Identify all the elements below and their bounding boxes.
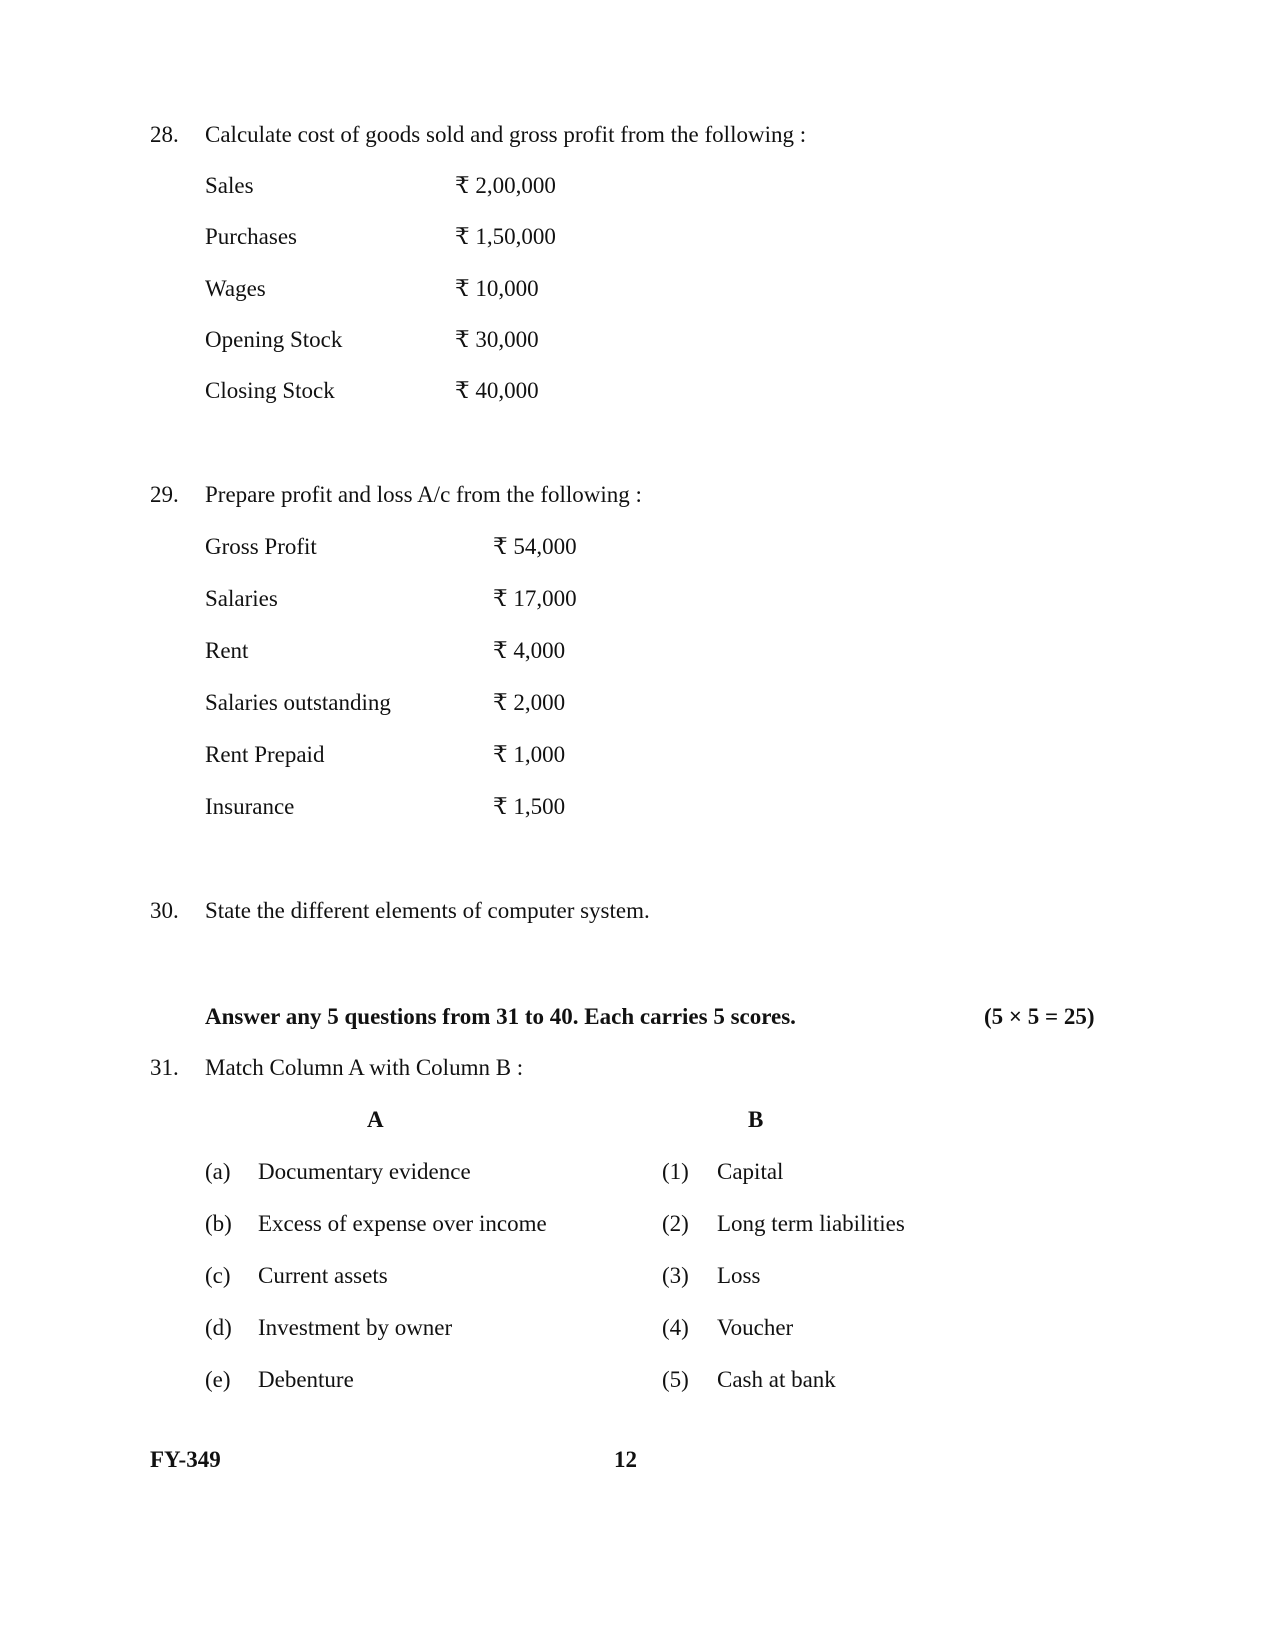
match-a-text: Investment by owner xyxy=(258,1315,453,1340)
q28-label-purchases: Purchases xyxy=(205,224,297,249)
q29-value-salaries-outstanding: ₹ 2,000 xyxy=(493,690,566,715)
q29-value-rent: ₹ 4,000 xyxy=(493,638,566,663)
q28-number: 28. xyxy=(150,122,179,147)
q29-number: 29. xyxy=(150,482,179,507)
match-b-key: (2) xyxy=(662,1211,689,1236)
match-a-key: (e) xyxy=(205,1367,231,1392)
match-a-text: Excess of expense over income xyxy=(258,1211,547,1236)
match-a-key: (d) xyxy=(205,1315,232,1340)
match-b-text: Loss xyxy=(717,1263,761,1288)
q28-label-closing-stock: Closing Stock xyxy=(205,378,335,403)
q29-label-salaries-outstanding: Salaries outstanding xyxy=(205,690,391,715)
q28-text: Calculate cost of goods sold and gross profit from the following : xyxy=(205,122,807,147)
q28-value-sales: ₹ 2,00,000 xyxy=(455,173,556,198)
q29-value-rent-prepaid: ₹ 1,000 xyxy=(493,742,566,767)
match-a-text: Current assets xyxy=(258,1263,388,1288)
q31-number: 31. xyxy=(150,1055,179,1080)
q28-value-opening-stock: ₹ 30,000 xyxy=(455,327,539,352)
q29-value-insurance: ₹ 1,500 xyxy=(493,794,566,819)
q30-number: 30. xyxy=(150,898,179,923)
q29-value-salaries: ₹ 17,000 xyxy=(493,586,577,611)
q28-value-closing-stock: ₹ 40,000 xyxy=(455,378,539,403)
q29-text: Prepare profit and loss A/c from the following : xyxy=(205,482,642,507)
q28-label-opening-stock: Opening Stock xyxy=(205,327,343,352)
match-b-text: Long term liabilities xyxy=(717,1211,905,1236)
q29-label-rent: Rent xyxy=(205,638,249,663)
match-b-text: Voucher xyxy=(717,1315,794,1340)
match-b-key: (1) xyxy=(662,1159,689,1184)
match-b-text: Cash at bank xyxy=(717,1367,836,1392)
match-b-key: (3) xyxy=(662,1263,689,1288)
q29-label-salaries: Salaries xyxy=(205,586,278,611)
match-a-key: (a) xyxy=(205,1159,231,1184)
q30-text: State the different elements of computer system. xyxy=(205,898,650,923)
q28-value-purchases: ₹ 1,50,000 xyxy=(455,224,556,249)
match-a-text: Documentary evidence xyxy=(258,1159,471,1184)
q28-label-sales: Sales xyxy=(205,173,254,198)
match-a-key: (c) xyxy=(205,1263,231,1288)
match-b-key: (5) xyxy=(662,1367,689,1392)
q29-value-gross-profit: ₹ 54,000 xyxy=(493,534,577,559)
match-b-text: Capital xyxy=(717,1159,784,1184)
footer-code: FY-349 xyxy=(150,1447,221,1472)
match-a-text: Debenture xyxy=(258,1367,354,1392)
q29-label-rent-prepaid: Rent Prepaid xyxy=(205,742,325,767)
match-b-key: (4) xyxy=(662,1315,689,1340)
q29-label-gross-profit: Gross Profit xyxy=(205,534,317,559)
column-a-header: A xyxy=(367,1107,384,1132)
page-number: 12 xyxy=(614,1447,637,1472)
column-b-header: B xyxy=(748,1107,764,1132)
section-instruction: Answer any 5 questions from 31 to 40. Each carries 5 scores. xyxy=(205,1004,796,1029)
match-a-key: (b) xyxy=(205,1211,232,1236)
q29-label-insurance: Insurance xyxy=(205,794,295,819)
q31-text: Match Column A with Column B : xyxy=(205,1055,524,1080)
section-marks: (5 × 5 = 25) xyxy=(984,1004,1095,1029)
q28-label-wages: Wages xyxy=(205,276,266,301)
q28-value-wages: ₹ 10,000 xyxy=(455,276,539,301)
